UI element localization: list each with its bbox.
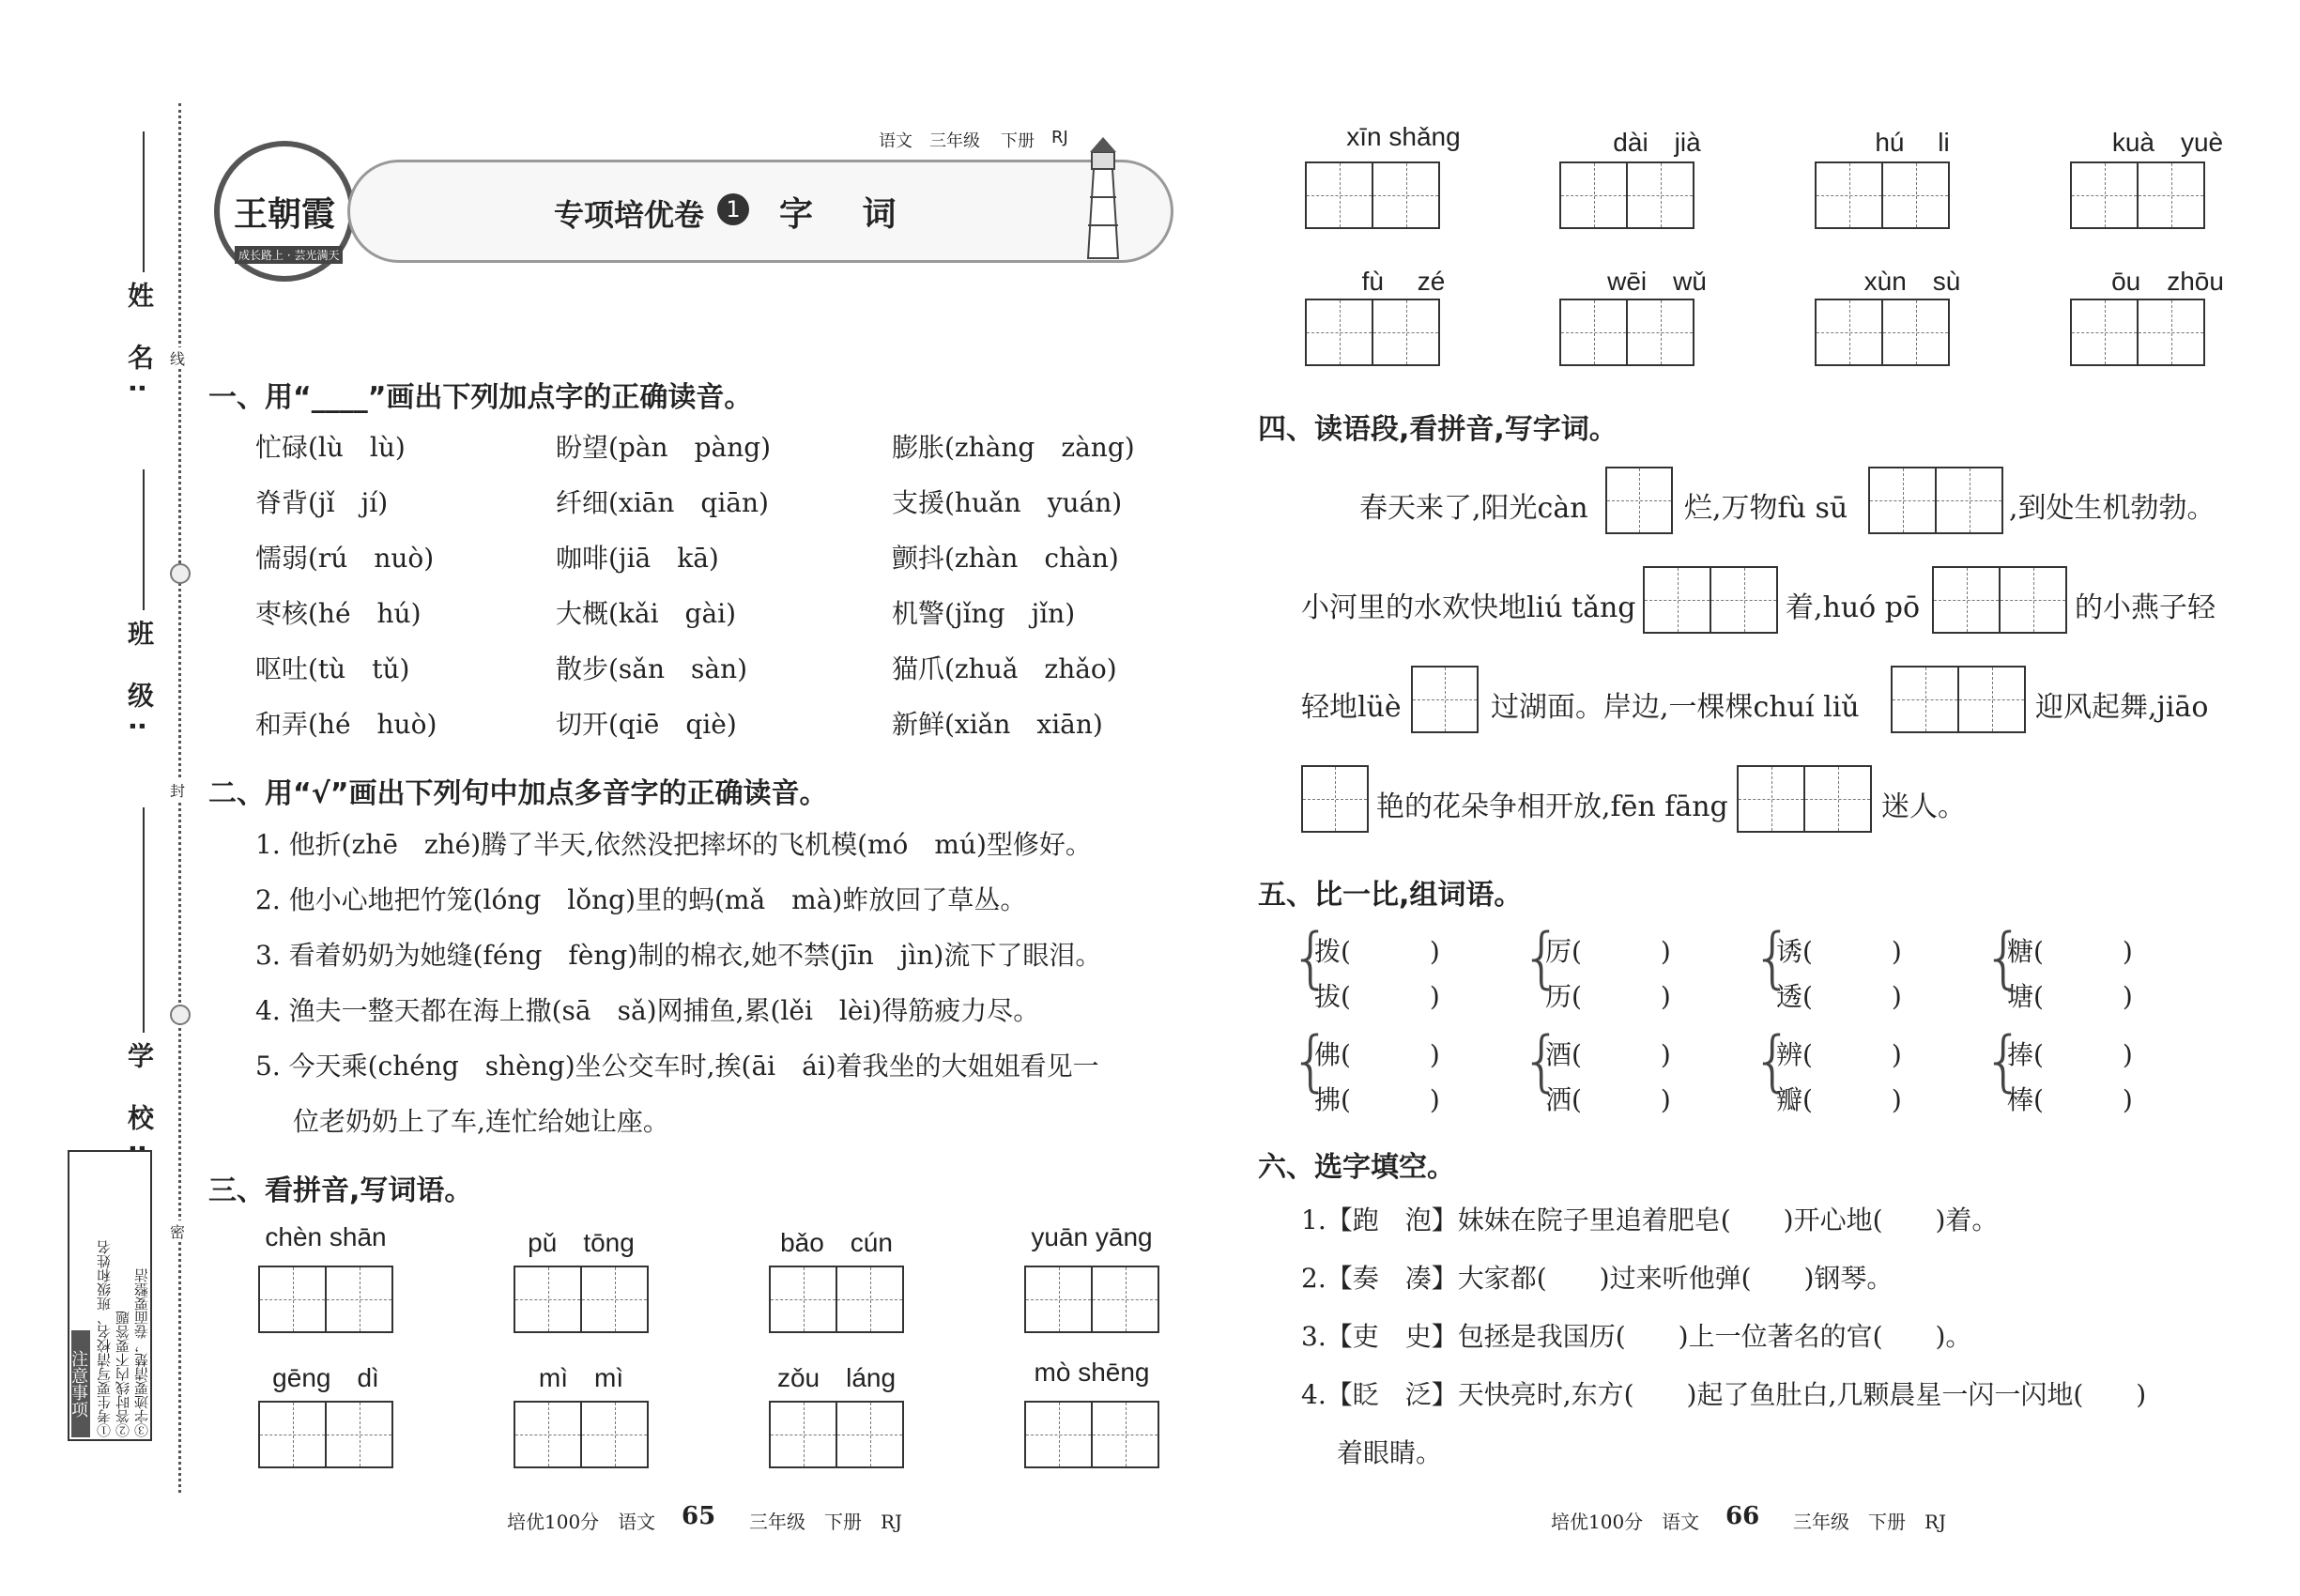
s3-pinyin: wēi wǔ — [1607, 267, 1707, 296]
s6-line: 2.【奏 凑】大家都( )过来听他弹( )钢琴。 — [1301, 1263, 1894, 1294]
s1-item: 猫爪(zhuǎ zhǎo) — [892, 653, 1117, 684]
s5-word: 透( ) — [1776, 981, 1902, 1012]
footer-right-tail: 三年级 下册 RJ — [1793, 1511, 1947, 1533]
class-line[interactable] — [143, 469, 145, 610]
lighthouse-icon — [1075, 131, 1131, 263]
section-4-title: 四、读语段,看拼音,写字词。 — [1258, 413, 1618, 446]
s1-item: 忙碌(lù lù) — [255, 432, 406, 463]
writing-grid[interactable] — [1868, 467, 2003, 534]
writing-grid[interactable] — [1411, 666, 1479, 733]
s1-item: 枣核(hé hú) — [255, 598, 422, 629]
s3-pinyin: dài jià — [1613, 128, 1701, 157]
s5-word: 拂( ) — [1314, 1084, 1440, 1115]
note: ③字迹要清楚，卷面要整洁 — [133, 1268, 150, 1437]
s1-item: 支援(huǎn yuán) — [892, 487, 1123, 518]
section-1-title: 一、用“____”画出下列加点字的正确读音。 — [208, 381, 753, 414]
s6-line: 4.【眨 泛】天快亮时,东方( )起了鱼肚白,几颗晨星一闪一闪地( ) — [1301, 1379, 2147, 1410]
logo-subtitle: 成长路上 · 芸光满天 — [235, 246, 343, 264]
writing-grid[interactable] — [1559, 161, 1694, 229]
s1-item: 颤抖(zhàn chàn) — [892, 543, 1119, 574]
writing-grid[interactable] — [1559, 299, 1694, 366]
s1-item: 大概(kǎi gài) — [556, 598, 737, 629]
brace: { — [1752, 1022, 1794, 1099]
writing-grid[interactable] — [1024, 1401, 1159, 1468]
s3-pinyin: xīn shǎng — [1346, 122, 1461, 151]
brace: { — [1521, 919, 1563, 996]
class-label: 班 级: — [124, 620, 155, 744]
s1-item: 脊背(jǐ jí) — [255, 487, 389, 518]
meta-edition: RJ — [1051, 128, 1068, 147]
brace: { — [1983, 919, 2025, 996]
s5-word: 诱( ) — [1776, 936, 1902, 967]
s4-text: 烂,万物fù sū — [1684, 492, 1848, 525]
s5-word: 拔( ) — [1314, 981, 1440, 1012]
writing-grid[interactable] — [514, 1266, 649, 1333]
footer-right-text: 培优100分 语文 — [1551, 1511, 1700, 1533]
s3-pinyin: pǔ tōng — [528, 1228, 635, 1257]
s2-line: 4. 渔夫一整天都在海上撒(sā sǎ)网捕鱼,累(lěi lèi)得筋疲力尽。 — [255, 995, 1040, 1026]
s3-pinyin: yuān yāng — [1031, 1222, 1153, 1251]
logo-text: 王朝霞 — [233, 193, 335, 234]
note: ②答时线内不要答题 — [115, 1311, 131, 1437]
s5-word: 塘( ) — [2007, 981, 2133, 1012]
s5-word: 佛( ) — [1314, 1039, 1440, 1070]
s1-item: 机警(jǐng jǐn) — [892, 598, 1076, 629]
s1-item: 懦弱(rú nuò) — [255, 543, 435, 574]
section-3-title: 三、看拼音,写词语。 — [208, 1174, 473, 1207]
hole-marker — [170, 1005, 191, 1025]
s1-item: 切开(qiē qiè) — [556, 709, 737, 740]
s6-line: 1.【跑 泡】妹妹在院子里追着肥皂( )开心地( )着。 — [1301, 1205, 1999, 1235]
s5-word: 辨( ) — [1776, 1039, 1902, 1070]
writing-grid[interactable] — [1815, 161, 1950, 229]
s3-pinyin: hú li — [1875, 128, 1950, 157]
cut-mark-xian: 线 — [170, 347, 185, 369]
writing-grid[interactable] — [1815, 299, 1950, 366]
writing-grid[interactable] — [1605, 467, 1673, 534]
s3-pinyin: gēng dì — [272, 1363, 379, 1392]
s1-item: 散步(sǎn sàn) — [556, 653, 748, 684]
s2-line: 5. 今天乘(chéng shèng)坐公交车时,挨(āi ái)着我坐的大姐姐看见一 — [255, 1051, 1099, 1082]
writing-grid[interactable] — [1932, 566, 2067, 634]
meta-volume: 下册 — [1001, 131, 1035, 151]
cut-mark-mi: 密 — [170, 1220, 185, 1242]
brace: { — [1521, 1022, 1563, 1099]
writing-grid[interactable] — [769, 1401, 904, 1468]
s4-text: 的小燕子轻 — [2075, 591, 2216, 624]
s5-word: 酒( ) — [1545, 1039, 1671, 1070]
s5-word: 洒( ) — [1545, 1084, 1671, 1115]
s5-word: 拨( ) — [1314, 936, 1440, 967]
s5-word: 厉( ) — [1545, 936, 1671, 967]
s1-item: 纤细(xiān qiān) — [556, 487, 769, 518]
page-title: 专项培优卷 — [554, 197, 705, 233]
footer-left-tail: 三年级 下册 RJ — [749, 1511, 903, 1533]
section-5-title: 五、比一比,组词语。 — [1258, 879, 1523, 912]
s3-pinyin: kuà yuè — [2111, 128, 2224, 157]
s4-text: 迎风起舞,jiāo — [2035, 691, 2209, 724]
name-label: 姓 名: — [124, 282, 155, 407]
s3-pinyin: mò shēng — [1034, 1358, 1150, 1387]
note: ①考生要写清校名、班级和姓名 — [96, 1240, 113, 1437]
footer-right-page: 66 — [1725, 1502, 1760, 1530]
brace: { — [1983, 1022, 2025, 1099]
writing-grid[interactable] — [1305, 161, 1440, 229]
s1-item: 呕吐(tù tǔ) — [255, 653, 410, 684]
s1-item: 膨胀(zhàng zàng) — [892, 432, 1135, 463]
writing-grid[interactable] — [1643, 566, 1778, 634]
s1-item: 和弄(hé huò) — [255, 709, 437, 740]
writing-grid[interactable] — [1305, 299, 1440, 366]
s5-word: 糖( ) — [2007, 936, 2133, 967]
s1-item: 盼望(pàn pàng) — [556, 432, 772, 463]
writing-grid[interactable] — [769, 1266, 904, 1333]
s4-text: ,到处生机勃勃。 — [2009, 492, 2216, 525]
s4-text: 艳的花朵争相开放,fēn fāng — [1376, 790, 1728, 823]
writing-grid[interactable] — [1891, 666, 2026, 733]
s1-item: 咖啡(jiā kā) — [556, 543, 719, 574]
writing-grid[interactable] — [258, 1401, 393, 1468]
writing-grid[interactable] — [2070, 299, 2205, 366]
s3-pinyin: bǎo cún — [780, 1228, 893, 1257]
s6-line: 着眼睛。 — [1337, 1437, 1443, 1468]
s4-text: 过湖面。岸边,一棵棵chuí liǔ — [1491, 691, 1860, 724]
writing-grid[interactable] — [1737, 765, 1872, 833]
cut-mark-feng: 封 — [170, 779, 185, 801]
writing-grid[interactable] — [258, 1266, 393, 1333]
s3-pinyin: xùn sù — [1863, 267, 1961, 296]
s3-pinyin: ōu zhōu — [2111, 267, 2224, 296]
s2-line: 3. 看着奶奶为她缝(féng fèng)制的棉衣,她不禁(jīn jìn)流下了眼泪。 — [255, 940, 1102, 971]
meta-subject: 语文 — [879, 131, 912, 151]
name-line[interactable] — [143, 131, 145, 272]
school-line[interactable] — [143, 807, 145, 1033]
writing-grid[interactable] — [2070, 161, 2205, 229]
s4-text: 轻地lüè — [1301, 691, 1402, 724]
section-6-title: 六、选字填空。 — [1258, 1151, 1455, 1184]
s2-line: 1. 他折(zhē zhé)腾了半天,依然没把摔坏的飞机模(mó mú)型修好。 — [255, 829, 1092, 860]
s4-text: 小河里的水欢快地liú tǎng — [1301, 591, 1636, 624]
brace: { — [1290, 919, 1332, 996]
s2-line: 2. 他小心地把竹笼(lóng lǒng)里的蚂(mǎ mà)蚱放回了草丛。 — [255, 884, 1027, 915]
footer-left-page: 65 — [682, 1502, 716, 1530]
s3-pinyin: chèn shān — [265, 1222, 387, 1251]
s3-pinyin: zǒu láng — [776, 1363, 897, 1392]
meta-grade: 三年级 — [929, 131, 980, 151]
brace: { — [1752, 919, 1794, 996]
notes-title: 注意事项 — [71, 1330, 90, 1437]
s5-word: 捧( ) — [2007, 1039, 2133, 1070]
section-2-title: 二、用“√”画出下列句中加点多音字的正确读音。 — [208, 777, 828, 810]
s1-item: 新鲜(xiǎn xiān) — [892, 709, 1103, 740]
s2-line: 位老奶奶上了车,连忙给她让座。 — [293, 1106, 669, 1137]
s3-pinyin: fù zé — [1361, 267, 1446, 296]
s3-pinyin: mì mì — [538, 1363, 624, 1392]
s5-word: 瓣( ) — [1776, 1084, 1902, 1115]
writing-grid[interactable] — [514, 1401, 649, 1468]
footer-left-text: 培优100分 语文 — [507, 1511, 656, 1533]
title-number: 1 — [717, 193, 749, 225]
s5-word: 历( ) — [1545, 981, 1671, 1012]
s4-text: 迷人。 — [1881, 790, 1966, 823]
s4-text: 着,huó pō — [1786, 591, 1921, 624]
writing-grid[interactable] — [1301, 765, 1369, 833]
s6-line: 3.【吏 史】包拯是我国历( )上一位著名的官( )。 — [1301, 1321, 1972, 1352]
title-subject: 字 词 — [779, 195, 915, 234]
s4-text: 春天来了,阳光càn — [1359, 492, 1588, 525]
school-label: 学 校: — [124, 1042, 155, 1167]
brace: { — [1290, 1022, 1332, 1099]
title-banner — [347, 160, 1173, 263]
writing-grid[interactable] — [1024, 1266, 1159, 1333]
hole-marker — [170, 563, 191, 584]
s5-word: 棒( ) — [2007, 1084, 2133, 1115]
notes-box — [68, 1150, 152, 1441]
